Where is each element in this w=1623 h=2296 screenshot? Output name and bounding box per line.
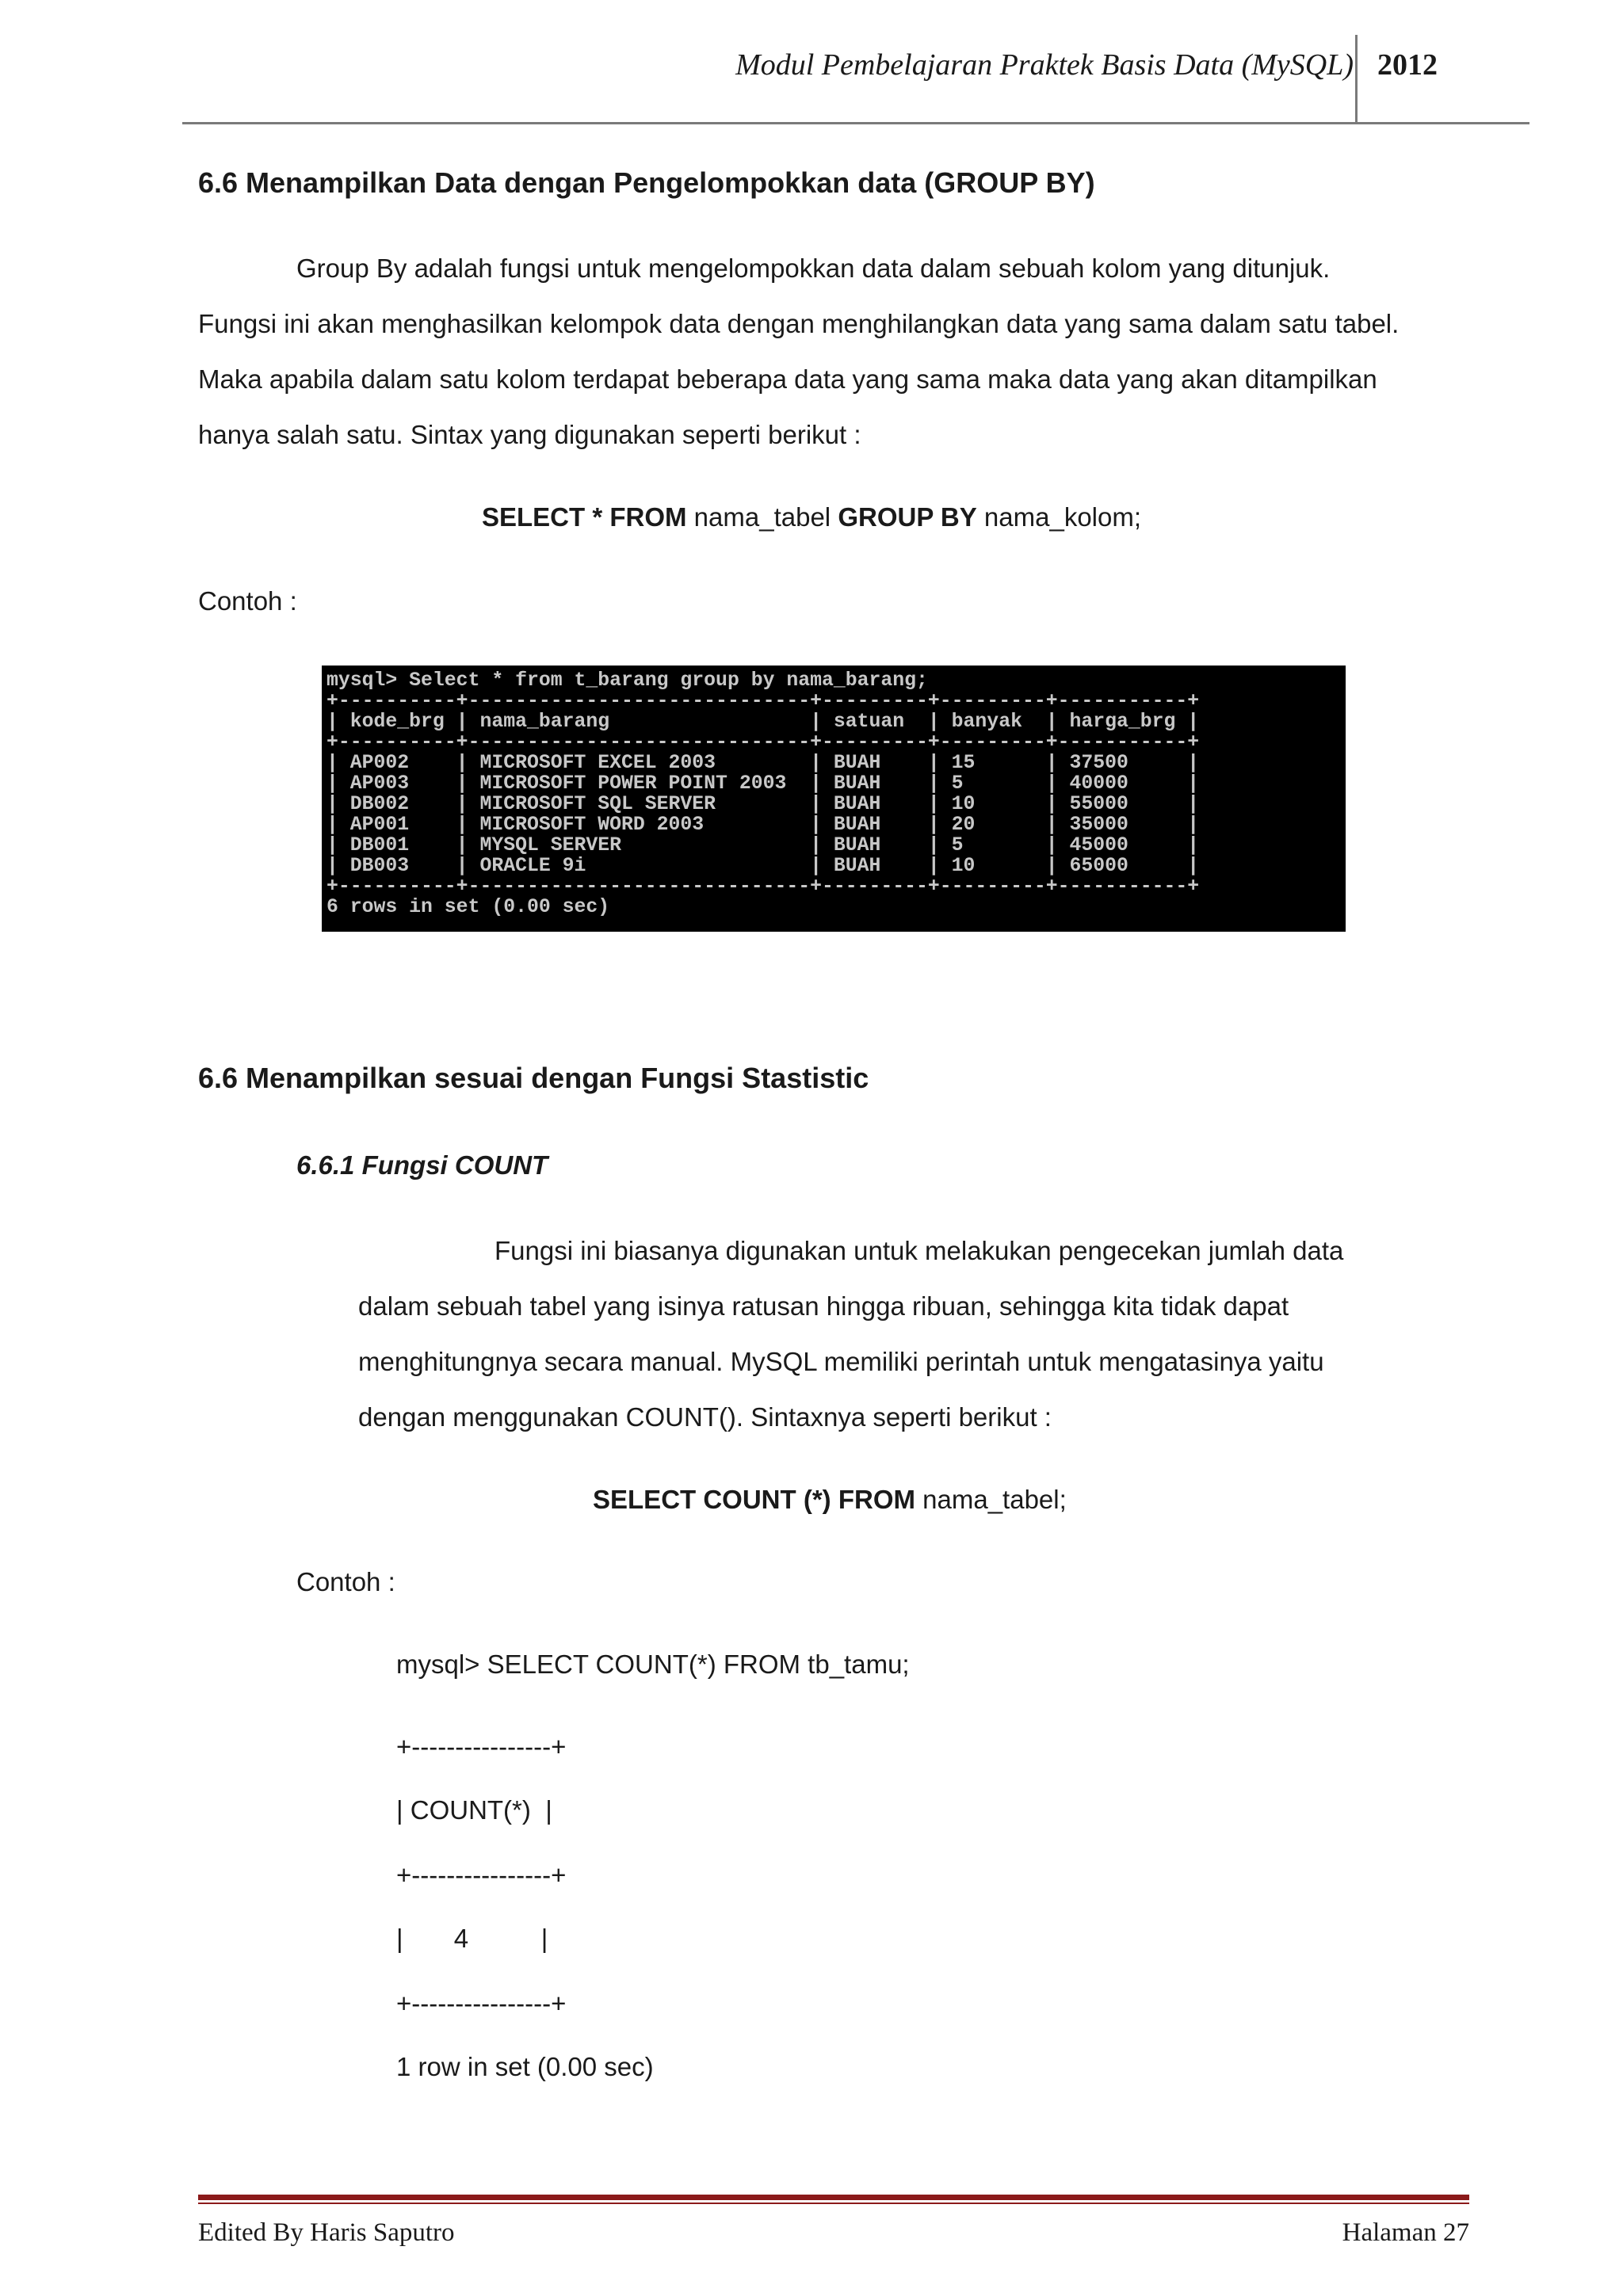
header-year: 2012 [1377, 48, 1438, 82]
terminal-line: +----------+-----------------------------+---------+---------+-----------+ [327, 731, 1200, 753]
terminal-line: | DB002 | MICROSOFT SQL SERVER | BUAH | 10 | 55000 | [327, 793, 1200, 815]
syntax-arg: nama_tabel [686, 502, 838, 532]
footer-author: Edited By Haris Saputro [198, 2218, 455, 2247]
paragraph-line: dengan menggunakan COUNT(). Sintaxnya seperti berikut : [358, 1402, 1052, 1432]
paragraph-line: Fungsi ini biasanya digunakan untuk melakukan pengecekan jumlah data [495, 1236, 1344, 1265]
paragraph-line: hanya salah satu. Sintax yang digunakan seperti berikut : [198, 420, 861, 449]
example-line: +----------------+ [396, 1989, 567, 2018]
example-line: +----------------+ [396, 1860, 567, 1890]
terminal-line: | AP003 | MICROSOFT POWER POINT 2003 | BUAH | 5 | 40000 | [327, 772, 1200, 795]
syntax-keyword: SELECT COUNT (*) FROM [593, 1485, 915, 1514]
terminal-line: +----------+-----------------------------+---------+---------+-----------+ [327, 690, 1200, 712]
paragraph-line: Maka apabila dalam satu kolom terdapat beberapa data yang sama maka data yang akan ditampilkan [198, 364, 1377, 394]
paragraph-line: Group By adalah fungsi untuk mengelompokkan data dalam sebuah kolom yang ditunjuk. [296, 254, 1331, 283]
footer-rule-thin [198, 2203, 1469, 2204]
terminal-line: | DB001 | MYSQL SERVER | BUAH | 5 | 45000 | [327, 834, 1200, 856]
terminal-line: | AP001 | MICROSOFT WORD 2003 | BUAH | 20 | 35000 | [327, 814, 1200, 836]
header-title: Modul Pembelajaran Praktek Basis Data (MySQL) [735, 48, 1354, 82]
paragraph-line: menghitungnya secara manual. MySQL memiliki perintah untuk mengatasinya yaitu [358, 1347, 1324, 1376]
footer-rule-thick [198, 2195, 1469, 2200]
paragraph-line: dalam sebuah tabel yang isinya ratusan hingga ribuan, sehingga kita tidak dapat [358, 1291, 1289, 1321]
header-divider [1355, 35, 1358, 124]
terminal-line: | kode_brg | nama_barang | satuan | banyak | harga_brg | [327, 711, 1200, 733]
footer-page-number: Halaman 27 [1342, 2218, 1469, 2247]
section-heading-statistic: 6.6 Menampilkan sesuai dengan Fungsi Stastistic [198, 1062, 869, 1094]
terminal-line: | AP002 | MICROSOFT EXCEL 2003 | BUAH | 15 | 37500 | [327, 752, 1200, 774]
terminal-line: mysql> Select * from t_barang group by nama_barang; [327, 669, 928, 692]
terminal-line: 6 rows in set (0.00 sec) [327, 896, 610, 918]
example-line: | 4 | [396, 1924, 548, 1953]
example-line: mysql> SELECT COUNT(*) FROM tb_tamu; [396, 1650, 910, 1679]
subsection-heading-count: 6.6.1 Fungsi COUNT [296, 1150, 548, 1180]
example-line: 1 row in set (0.00 sec) [396, 2052, 654, 2081]
section-heading-group-by: 6.6 Menampilkan Data dengan Pengelompokkan data (GROUP BY) [198, 166, 1095, 199]
syntax-keyword: GROUP BY [838, 502, 977, 532]
example-line: | COUNT(*) | [396, 1795, 552, 1825]
terminal-output [327, 670, 1199, 917]
syntax-arg: nama_kolom; [976, 502, 1142, 532]
terminal-line: | DB003 | ORACLE 9i | BUAH | 10 | 65000 | [327, 855, 1200, 877]
paragraph-line: Fungsi ini akan menghasilkan kelompok data dengan menghilangkan data yang sama dalam satu tabel. [198, 309, 1400, 338]
syntax-count [593, 1485, 1067, 1515]
example-label: Contoh : [198, 586, 297, 616]
header-rule [182, 122, 1529, 124]
terminal-screenshot [322, 666, 1346, 932]
syntax-arg: nama_tabel; [915, 1485, 1067, 1514]
example-line: +----------------+ [396, 1732, 567, 1761]
terminal-line: +----------+-----------------------------+---------+---------+-----------+ [327, 875, 1200, 898]
syntax-group-by [0, 502, 1623, 532]
example-label: Contoh : [296, 1567, 395, 1596]
syntax-keyword: SELECT * FROM [481, 502, 687, 532]
